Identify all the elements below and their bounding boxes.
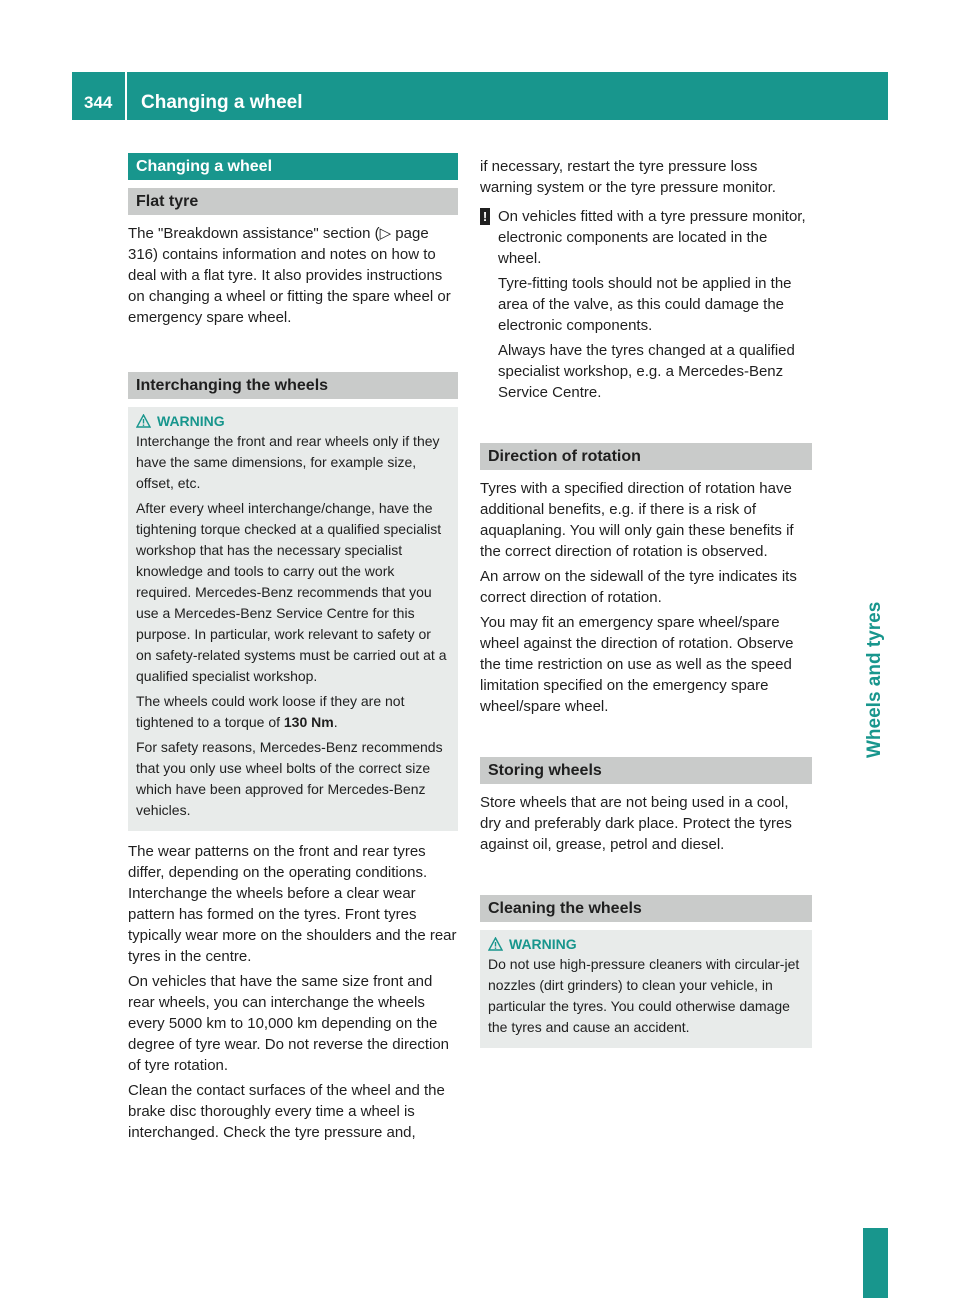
warning-label: WARNING [509, 936, 577, 952]
page-number: 344 [84, 93, 113, 112]
warning-box [128, 407, 458, 831]
torque-value: 130 Nm [283, 714, 334, 730]
header-divider [125, 72, 127, 120]
storing-heading: Storing wheels [480, 757, 812, 784]
direction-paragraph: You may fit an emergency spare wheel/spare wheel against the direction of rotation. Observe the time restriction on use as well as the speed limitation specified on the emergency spare wheel/spare wheel. [480, 614, 794, 715]
direction-paragraph: An arrow on the sidewall of the tyre indicates its correct direction of rotation. [480, 568, 797, 606]
page-title: Changing a wheel [141, 92, 303, 113]
body-paragraph: Clean the contact surfaces of the wheel and the brake disc thoroughly every time a wheel is interchanged. Check the tyre pressure and, [128, 1082, 445, 1141]
warning-icon [488, 937, 503, 951]
warning-paragraph: Do not use high-pressure cleaners with circular-jet nozzles (dirt grinders) to clean your vehicle, in particular the tyres. You could otherwise damage the tyres and cause an accident. [488, 956, 800, 1035]
direction-paragraph: Tyres with a specified direction of rotation have additional benefits, e.g. if there is a risk of aquaplaning. You will only gain these benefits if the correct direction of rotation is observed. [480, 480, 794, 560]
warning-label: WARNING [157, 413, 225, 429]
torque-paragraph [136, 691, 450, 733]
cleaning-warning-box [480, 930, 812, 1048]
warning-paragraph: For safety reasons, Mercedes-Benz recommends that you only use wheel bolts of the correct size which have been approved for Mercedes-Benz vehicles. [136, 739, 443, 818]
body-paragraph: On vehicles that have the same size front and rear wheels, you can interchange the wheels every 5000 km to 10,000 km depending on the degree of tyre wear. Do not reverse the direction of tyre rotation. [128, 973, 450, 1074]
body-paragraph: The wear patterns on the front and rear tyres differ, depending on the operating conditions. Interchange the wheels before a clear wear pattern has formed on the tyres. Front tyres typically wear more on the shoulders and the rear tyres in the centre. [128, 843, 457, 965]
notice-paragraph: Tyre-fitting tools should not be applied in the area of the valve, as this could damage the electronic components. [498, 275, 792, 334]
warning-paragraph: After every wheel interchange/change, have the tightening torque checked at a qualified specialist workshop that has the necessary specialist knowledge and tools to carry out the work required. Mercedes-Benz recommends that you use a Mercedes-Benz Service Centre for this purpose. In particular, work relevant to safety or on safety-related systems must be carried out at a qualified specialist workshop. [136, 500, 447, 684]
notice-paragraph: Always have the tyres changed at a qualified specialist workshop, e.g. a Mercedes-Benz Service Centre. [498, 342, 795, 401]
direction-heading: Direction of rotation [480, 443, 812, 470]
flat-tyre-heading: Flat tyre [128, 188, 458, 215]
cleaning-heading: Cleaning the wheels [480, 895, 812, 922]
warning-title [136, 413, 450, 429]
warning-icon [136, 414, 151, 428]
notice-icon: ! [480, 208, 490, 225]
right-column [480, 156, 812, 1048]
torque-prefix: The wheels could work loose if they are not tightened to a torque of [136, 693, 405, 730]
warning-paragraph: Interchange the front and rear wheels only if they have the same dimensions, for example size, offset, etc. [136, 433, 440, 491]
notice-block [480, 206, 812, 407]
notice-paragraph: On vehicles fitted with a tyre pressure monitor, electronic components are located in the wheel. [498, 208, 806, 267]
chapter-tab-marker [863, 1228, 888, 1298]
flat-tyre-text: The "Breakdown assistance" section (▷ page 316) contains information and notes on how to deal with a flat tyre. It also provides instructions on changing a wheel or fitting the spare wheel or emergency spare wheel. [128, 225, 451, 326]
section-heading: Changing a wheel [128, 153, 458, 180]
interchanging-heading: Interchanging the wheels [128, 372, 458, 399]
warning-title [488, 936, 804, 952]
storing-text: Store wheels that are not being used in a cool, dry and preferably dark place. Protect the tyres against oil, grease, petrol and diesel. [480, 794, 792, 853]
left-column [128, 153, 458, 1147]
torque-suffix: . [333, 714, 338, 730]
continuation-text: if necessary, restart the tyre pressure loss warning system or the tyre pressure monitor. [480, 158, 776, 196]
chapter-tab-label: Wheels and tyres [864, 601, 885, 759]
